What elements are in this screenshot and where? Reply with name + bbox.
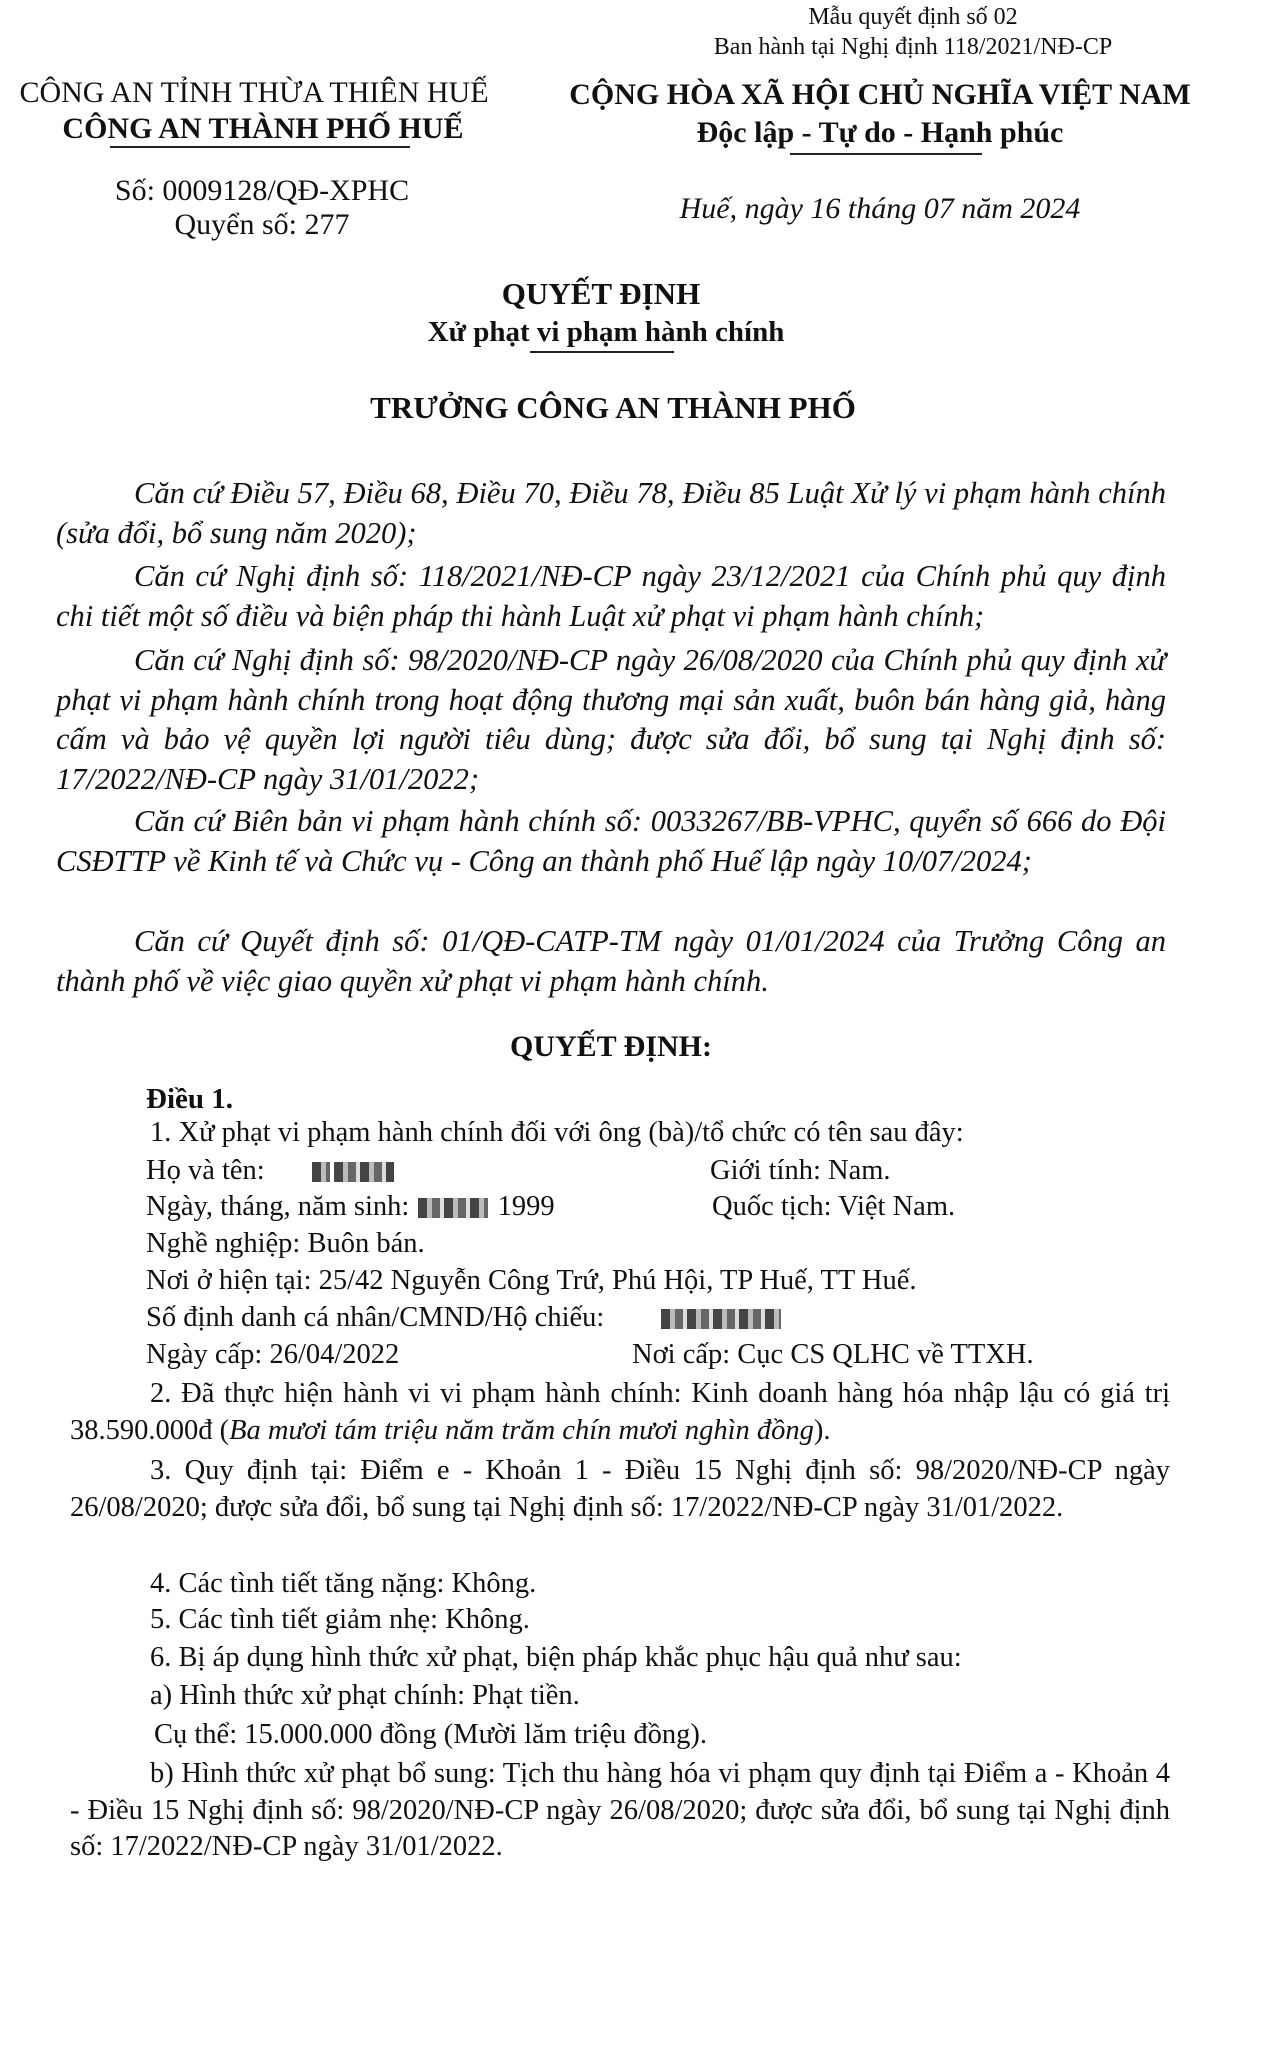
nationality: Quốc tịch: Việt Nam. [712,1191,956,1222]
redacted-name-2 [334,1162,394,1182]
article-1-item-6: 6. Bị áp dụng hình thức xử phạt, biện pháp khắc phục hậu quả như sau: [150,1642,962,1673]
article-1-heading: Điều 1. [146,1083,233,1115]
decision-number: Số: 0009128/QĐ-XPHC [114,174,410,207]
article-1-intro: 1. Xử phạt vi phạm hành chính đối với ông (bà)/tổ chức có tên sau đây: [150,1117,964,1148]
article-1-item-2 [70,1376,1170,1449]
id-row [146,1302,783,1334]
issue-place: Nơi cấp: Cục CS QLHC về TTXH. [632,1339,1034,1370]
gender: Giới tính: Nam. [710,1155,891,1186]
issue-date: Ngày cấp: 26/04/2022 [146,1339,400,1370]
article-1-item-5: 5. Các tình tiết giảm nhẹ: Không. [150,1604,530,1635]
article-1-item-3: 3. Quy định tại: Điểm e - Khoản 1 - Điều 15 Nghị định số: 98/2020/NĐ-CP ngày 26/08/2020; được sửa đổi, bổ sung tại Nghị định số: 17/2022/NĐ-CP ngày 31/01/2022. [70,1455,1170,1523]
motto-underline [790,153,982,155]
legal-basis-3: Căn cứ Nghị định số: 98/2020/NĐ-CP ngày 26/08/2020 của Chính phủ quy định xử phạt vi phạm hành chính trong hoạt động thương mại sản xuất, buôn bán hàng giả, hàng cấm và bảo vệ quyền lợi người tiêu dùng; được sửa đổi, bổ sung tại Nghị định số: 17/2022/NĐ-CP ngày 31/01/2022; [56,643,1166,796]
form-number: Mẫu quyết định số 02 [808,4,1018,30]
dob-label: Ngày, tháng, năm sinh: [146,1191,410,1222]
legal-basis-1: Căn cứ Điều 57, Điều 68, Điều 70, Điều 78, Điều 85 Luật Xử lý vi phạm hành chính (sửa đổi, bổ sung năm 2020); [56,476,1166,550]
place-date: Huế, ngày 16 tháng 07 năm 2024 [679,192,1081,225]
nation-title: CỘNG HÒA XÃ HỘI CHỦ NGHĨA VIỆT NAM [569,78,1191,111]
article-1-item-6a: a) Hình thức xử phạt chính: Phạt tiền. [150,1680,580,1711]
redacted-dob [418,1198,488,1218]
item-2-text: 2. Đã thực hiện hành vi vi phạm hành chính: Kinh doanh hàng hóa nhập lậu có giá trị 38.590.000đ ( [70,1378,1170,1446]
article-1-item-6b: b) Hình thức xử phạt bổ sung: Tịch thu hàng hóa vi phạm quy định tại Điểm a - Khoản 4 - Điều 15 Nghị định số: 98/2020/NĐ-CP ngày 26/08/2020; được sửa đổi, bổ sung tại Nghị định số: 17/2022/NĐ-CP ngày 31/01/2022. [70,1758,1170,1862]
document-subtitle: Xử phạt vi phạm hành chính [427,316,785,348]
id-label: Số định danh cá nhân/CMND/Hộ chiếu: [146,1302,605,1333]
issuing-authority: TRƯỞNG CÔNG AN THÀNH PHỐ [370,390,856,425]
agency-parent: CÔNG AN TỈNH THỪA THIÊN HUẾ [19,76,489,109]
address: Nơi ở hiện tại: 25/42 Nguyễn Công Trứ, Phú Hội, TP Huế, TT Huế. [146,1265,917,1296]
article-1-item-6a-detail: Cụ thể: 15.000.000 đồng (Mười lăm triệu đồng). [154,1719,707,1750]
document-title: QUYẾT ĐỊNH [501,276,701,311]
form-issued-by: Ban hành tại Nghị định 118/2021/NĐ-CP [713,34,1113,60]
redacted-name [312,1162,330,1182]
agency-name: CÔNG AN THÀNH PHỐ HUẾ [62,112,464,145]
decision-heading: QUYẾT ĐỊNH: [510,1030,712,1063]
dob-row [146,1191,555,1223]
article-1-item-4: 4. Các tình tiết tăng nặng: Không. [150,1568,537,1599]
legal-basis-5: Căn cứ Quyết định số: 01/QĐ-CATP-TM ngày 01/01/2024 của Trưởng Công an thành phố về việc giao quyền xử phạt vi phạm hành chính. [56,924,1166,998]
occupation: Nghề nghiệp: Buôn bán. [146,1228,425,1259]
book-number: Quyển số: 277 [174,208,350,241]
legal-basis-2: Căn cứ Nghị định số: 118/2021/NĐ-CP ngày 23/12/2021 của Chính phủ quy định chi tiết một số điều và biện pháp thi hành Luật xử phạt vi phạm hành chính; [56,559,1166,633]
dob-year: 1999 [497,1191,555,1222]
item-2-amount-words: Ba mươi tám triệu năm trăm chín mươi nghìn đồng [229,1414,814,1446]
motto: Độc lập - Tự do - Hạnh phúc [696,116,1064,149]
legal-basis-4: Căn cứ Biên bản vi phạm hành chính số: 0033267/BB-VPHC, quyển số 666 do Đội CSĐTTP về Kinh tế và Chức vụ - Công an thành phố Huế lập ngày 10/07/2024; [56,804,1166,878]
agency-underline [110,146,410,148]
title-underline [530,351,674,353]
name-row [146,1155,396,1187]
item-2-close: ). [813,1414,831,1446]
redacted-id [661,1309,781,1329]
name-label: Họ và tên: [146,1155,265,1186]
